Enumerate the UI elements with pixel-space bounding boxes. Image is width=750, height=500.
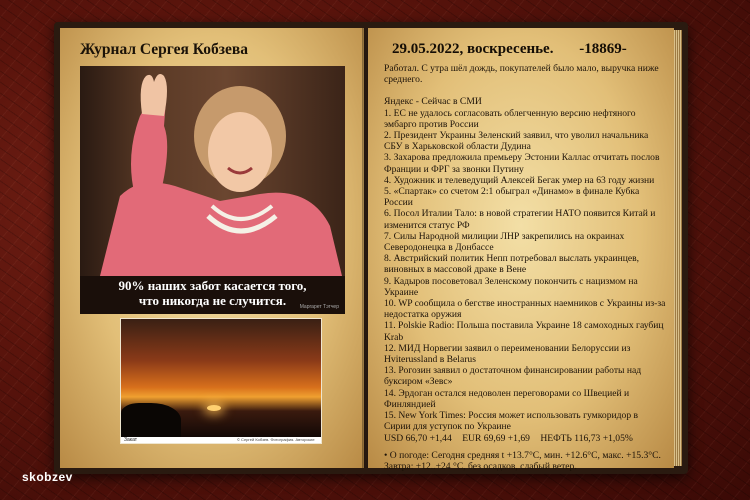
news-item: 4. Художник и телеведущий Алексей Бегак умер на 63 году жизни (384, 174, 655, 186)
news-item: 3. Захарова предложила премьеру Эстонии Каллас отчитать послов Франции и ФРГ за звонки Путину (384, 152, 660, 175)
entry-body (384, 63, 666, 472)
news-item: 9. Кадыров посоветовал Зеленскому покончить с нацизмом на Украине (384, 275, 638, 298)
market-rates (384, 433, 666, 444)
entry-date: 29.05.2022, воскресенье. (392, 41, 554, 57)
usd-rate: USD 66,70 +1,44 (384, 432, 452, 444)
right-page (368, 28, 674, 472)
tree-silhouette (121, 403, 181, 437)
news-item: 15. New York Times: Россия может использовать гумкоридор в Сирии для уступок по Украине (384, 410, 639, 433)
photo-label: Закат (124, 437, 138, 443)
news-heading: Яндекс - Сейчас в СМИ (384, 96, 482, 108)
news-item: 6. Посол Италии Тало: в новой стратегии НАТО появится Китай и изменится статус РФ (384, 208, 656, 231)
left-page (60, 28, 364, 468)
quote-author: Маргарет Тэтчер (299, 304, 339, 310)
journal-title: Журнал Сергея Кобзева (80, 41, 248, 58)
author-signature: skobzev (22, 470, 73, 484)
news-item: 7. Силы Народной милиции ЛНР закрепились на окраинах Северодонецка в Донбассе (384, 230, 625, 254)
weather-note: • О погоде: Сегодня средняя t +13.7°C, мин. +12.6°C, макс. +15.3°C. Завтра: +12..+24 °C, без осадков, слабый ветер. (384, 449, 661, 472)
news-item: 10. WP сообщила о бегстве иностранных наемников с Украины из-за недостатка оружия (384, 298, 666, 321)
photo-credit: © Сергей Кобзев. Фотография. Авторские (237, 437, 315, 442)
news-item: 14. Эрдоган остался недоволен переговорами со Швецией и Финляндией (384, 387, 630, 410)
entry-number: -18869- (579, 41, 627, 57)
sun (207, 405, 221, 411)
portrait-figure (80, 66, 345, 276)
news-item: 11. Polskie Radio: Польша поставила Украине 18 самоходных гаубиц Krab (384, 320, 664, 343)
page-edges (674, 30, 682, 466)
news-item: 13. Рогозин заявил о достаточном финансировании работы над буксиром «Зевс» (384, 365, 642, 388)
news-item: 8. Австрийский политик Непп потребовал выслать украинцев, виновных в массовой драке в Вене (384, 253, 640, 276)
entry-intro: Работал. С утра шёл дождь, покупателей было мало, выручка ниже среднего. (384, 63, 659, 86)
oil-price: НЕФТЬ 116,73 +1,05% (540, 432, 633, 444)
sunset-photo (120, 318, 322, 444)
news-item: 1. ЕС не удалось согласовать облегченную версию нефтяного эмбарго против России (384, 107, 636, 130)
news-item: 12. МИД Норвегии заявил о переименовании Белоруссии из Hviterussland в Belarus (384, 342, 631, 366)
entry-header (392, 41, 627, 58)
open-journal (54, 22, 688, 474)
news-item: 2. Президент Украины Зеленский заявил, что уволил начальника СБУ в Харьковской области Дудина (384, 130, 649, 153)
eur-rate: EUR 69,69 +1,69 (462, 432, 530, 444)
quote-line-1: 90% наших забот касается того, (118, 278, 307, 293)
news-item: 5. «Спартак» со счетом 2:1 обыграл «Динамо» в финале Кубка России (384, 186, 640, 209)
quote-line-2: что никогда не случится. (138, 293, 287, 308)
portrait-photo (80, 66, 345, 314)
